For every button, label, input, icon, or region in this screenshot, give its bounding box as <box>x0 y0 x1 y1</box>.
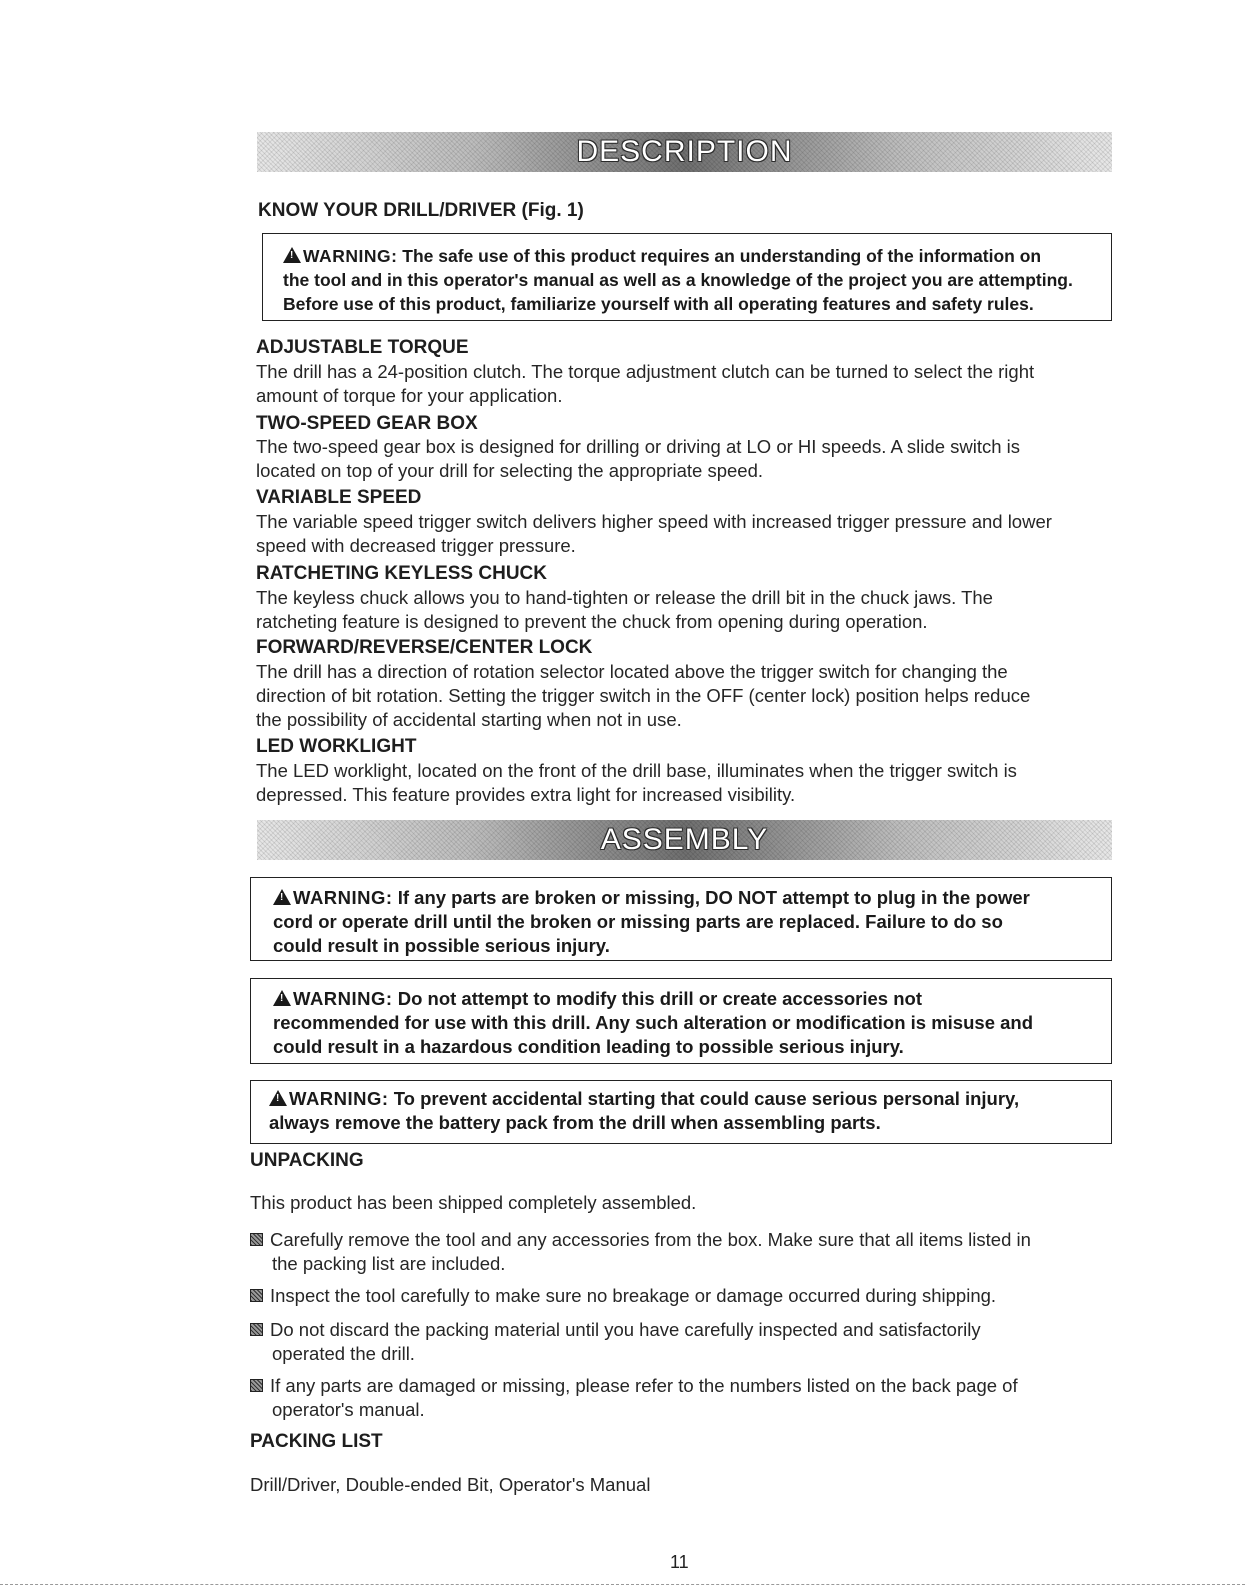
warning-text: always remove the battery pack from the drill when assembling parts. <box>269 1112 881 1133</box>
warning-triangle-icon <box>273 889 291 905</box>
description-banner <box>257 132 1112 172</box>
feature-text <box>256 435 1020 483</box>
text-line: The LED worklight, located on the front of the drill base, illuminates when the trigger switch is <box>256 760 1017 781</box>
packing-list-text: Drill/Driver, Double-ended Bit, Operator's Manual <box>250 1474 651 1495</box>
warning-text: If any parts are broken or missing, DO NOT attempt to plug in the power <box>397 887 1030 908</box>
text-line: The keyless chuck allows you to hand-tighten or release the drill bit in the chuck jaws. The <box>256 587 993 608</box>
bullet-text: If any parts are damaged or missing, please refer to the numbers listed on the back page of <box>270 1375 1018 1396</box>
unpacking-bullet <box>250 1318 981 1366</box>
assembly-warning-box <box>250 877 1112 961</box>
text-line: The two-speed gear box is designed for drilling or driving at LO or HI speeds. A slide switch is <box>256 436 1021 457</box>
feature-text <box>256 660 1030 732</box>
assembly-banner <box>257 820 1112 860</box>
text-line: The drill has a 24-position clutch. The torque adjustment clutch can be turned to select the right <box>256 361 1035 382</box>
text-line: ratcheting feature is designed to prevent the chuck from opening during operation. <box>256 611 928 632</box>
feature-title: TWO-SPEED GEAR BOX <box>256 413 478 434</box>
text-line: The variable speed trigger switch delivers higher speed with increased trigger pressure and lower <box>256 511 1052 532</box>
feature-title: VARIABLE SPEED <box>256 487 422 508</box>
warning-text: could result in possible serious injury. <box>273 935 610 956</box>
text-line: located on top of your drill for selecting the appropriate speed. <box>256 460 764 481</box>
warning-triangle-icon <box>273 990 291 1006</box>
warning-label: WARNING: <box>293 887 393 908</box>
warning-label: WARNING: <box>293 988 393 1009</box>
packing-list-heading: PACKING LIST <box>250 1431 383 1452</box>
warning-text: recommended for use with this drill. Any such alteration or modification is misuse and <box>273 1012 1034 1033</box>
know-your-drill-heading: KNOW YOUR DRILL/DRIVER (Fig. 1) <box>258 200 584 221</box>
feature-text <box>256 759 1017 807</box>
warning-triangle-icon <box>269 1090 287 1106</box>
feature-text <box>256 360 1034 408</box>
bullet-text: operator's manual. <box>272 1399 425 1420</box>
warning-text: Do not attempt to modify this drill or create accessories not <box>397 988 922 1009</box>
unpacking-intro: This product has been shipped completely assembled. <box>250 1192 697 1213</box>
bullet-icon <box>250 1289 263 1302</box>
warning-text: The safe use of this product requires an understanding of the information on <box>402 246 1042 266</box>
page-number: 11 <box>670 1552 689 1572</box>
description-warning-box <box>262 233 1112 321</box>
feature-text <box>256 586 993 634</box>
warning-line-1 <box>283 244 1111 268</box>
warning-text: could result in a hazardous condition leading to possible serious injury. <box>273 1036 904 1057</box>
unpacking-bullet <box>250 1284 996 1308</box>
text-line: speed with decreased trigger pressure. <box>256 535 576 556</box>
warning-text: the tool and in this operator's manual as well as a knowledge of the project you are attempting. <box>283 270 1073 290</box>
bullet-text: the packing list are included. <box>272 1253 506 1274</box>
text-line: amount of torque for your application. <box>256 385 563 406</box>
warning-text: cord or operate drill until the broken or missing parts are replaced. Failure to do so <box>273 911 1003 932</box>
assembly-warning-box <box>250 978 1112 1064</box>
bullet-icon <box>250 1379 263 1392</box>
bullet-text: operated the drill. <box>272 1343 415 1364</box>
warning-label: WARNING: <box>289 1088 389 1109</box>
bullet-icon <box>250 1323 263 1336</box>
feature-title: LED WORKLIGHT <box>256 736 417 757</box>
bullet-text: Do not discard the packing material until you have carefully inspected and satisfactorily <box>270 1319 981 1340</box>
unpacking-bullet <box>250 1374 1018 1422</box>
feature-title: RATCHETING KEYLESS CHUCK <box>256 563 547 584</box>
feature-title: ADJUSTABLE TORQUE <box>256 337 469 358</box>
unpacking-bullet <box>250 1228 1031 1276</box>
text-line: depressed. This feature provides extra light for increased visibility. <box>256 784 796 805</box>
warning-label: WARNING: <box>303 246 398 266</box>
text-line: The drill has a direction of rotation selector located above the trigger switch for changing the <box>256 661 1008 682</box>
feature-text <box>256 510 1052 558</box>
bullet-text: Inspect the tool carefully to make sure no breakage or damage occurred during shipping. <box>270 1285 997 1306</box>
description-banner-title: DESCRIPTION <box>576 135 793 168</box>
warning-triangle-icon <box>283 247 301 263</box>
unpacking-heading: UNPACKING <box>250 1150 364 1171</box>
text-line: direction of bit rotation. Setting the trigger switch in the OFF (center lock) position helps reduce <box>256 685 1031 706</box>
assembly-warning-box <box>250 1080 1112 1144</box>
text-line: the possibility of accidental starting when not in use. <box>256 709 682 730</box>
warning-text: To prevent accidental starting that could cause serious personal injury, <box>393 1088 1020 1109</box>
warning-text: Before use of this product, familiarize yourself with all operating features and safety rules. <box>283 294 1034 314</box>
assembly-banner-title: ASSEMBLY <box>600 823 769 856</box>
bullet-text: Carefully remove the tool and any accessories from the box. Make sure that all items listed in <box>270 1229 1031 1250</box>
feature-title: FORWARD/REVERSE/CENTER LOCK <box>256 637 593 658</box>
bullet-icon <box>250 1233 263 1246</box>
